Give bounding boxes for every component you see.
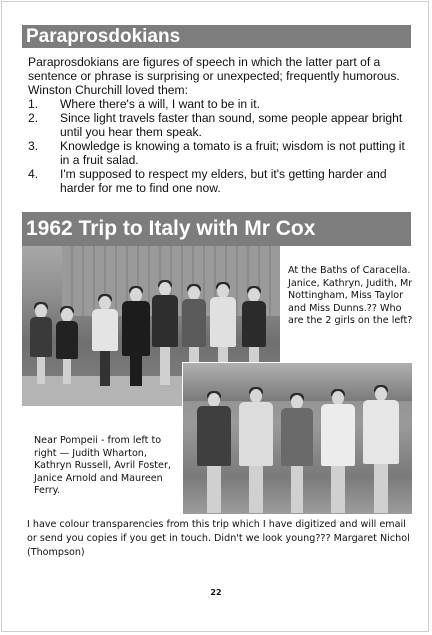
photo-figure (122, 288, 150, 386)
photo-figure (92, 296, 118, 386)
quote-number: 2. (28, 111, 39, 125)
caption-pompeii: Near Pompeii - from left to right — Judith Wharton, Kathryn Russell, Avril Foster, Janice Arnold and Maureen Ferry. (34, 435, 171, 497)
photo-figure (239, 389, 273, 513)
photo-figure (56, 308, 78, 384)
page-number: 22 (210, 588, 222, 597)
photo-figure (363, 387, 399, 513)
photo-figure (281, 395, 313, 513)
quote-text: Where there's a will, I want to be in it. (60, 97, 260, 111)
section-title-paraprosdokians: Paraprosdokians (22, 25, 411, 48)
quote-text: I'm supposed to respect my elders, but it's getting harder and harder for me to find one now. (60, 167, 387, 195)
quote-item (28, 111, 408, 139)
caption-baths: At the Baths of Caracella. Janice, Kathryn, Judith, Mr Nottingham, Miss Taylor and Miss Dunns.?? Who are the 2 girls on the left? (288, 265, 413, 327)
intro-paragraph: Paraprosdokians are figures of speech in which the latter part of a sentence or phrase is surprising or unexpected; frequently humorous. Winston Churchill loved them: (28, 55, 400, 97)
quote-list (28, 97, 408, 195)
quote-text: Knowledge is knowing a tomato is a fruit; wisdom is not putting it in a fruit salad. (60, 139, 405, 167)
quote-item (28, 97, 408, 111)
photo-figure (30, 304, 52, 384)
quote-text: Since light travels faster than sound, some people appear bright until you hear them speak. (60, 111, 403, 139)
paraprosdokians-text (28, 55, 408, 195)
quote-item (28, 139, 408, 167)
photo-figure (321, 391, 355, 513)
quote-number: 3. (28, 139, 39, 153)
quote-item (28, 167, 408, 195)
photo-figure (152, 282, 178, 386)
photo-pompeii-group (182, 362, 413, 515)
closing-note: I have colour transparencies from this trip which I have digitized and will email or send you copies if you get in touch. Didn't we look young??? Margaret Nichol (Thompson) (27, 519, 410, 558)
quote-number: 1. (28, 97, 39, 111)
photo-figure (197, 393, 231, 513)
quote-number: 4. (28, 167, 39, 181)
section-title-italy-trip: 1962 Trip to Italy with Mr Cox (22, 212, 411, 246)
